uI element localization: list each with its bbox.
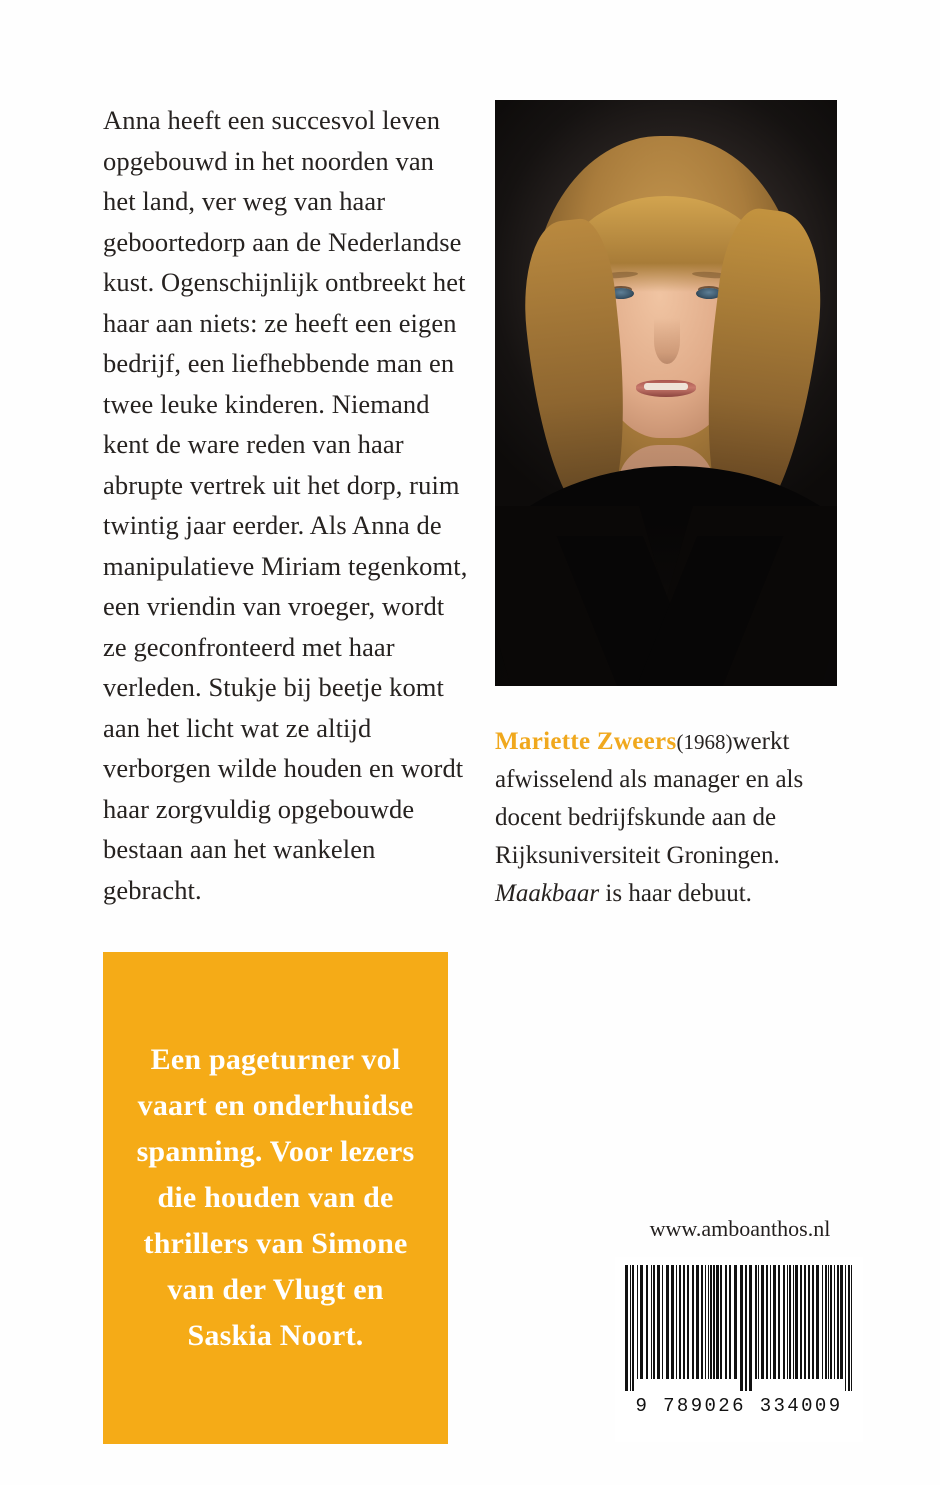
barcode bbox=[615, 1257, 863, 1442]
barcode-bars bbox=[625, 1265, 853, 1391]
bio-text-part2: is haar debuut. bbox=[599, 880, 752, 907]
teeth-shape bbox=[644, 383, 688, 390]
author-portrait-image bbox=[495, 100, 837, 686]
blurb-paragraph: Anna heeft een succesvol leven opgebouwd in het noorden van het land, ver weg van haar geboortedorp aan de Nederlandse kust. Ogenschijnlijk ontbreekt het haar aan niets: ze heeft een eigen bedrijf, een liefhebbende man en twee leuke kinderen. Niemand kent de ware reden van haar abrupte vertrek uit het dorp, ruim twintig jaar eerder. Als Anna de manipulatieve Miriam tegenkomt, een vriendin van vroeger, wordt ze geconfronteerd met haar verleden. Stukje bij beetje komt aan het licht wat ze altijd verborgen wilde houden en wordt haar zorgvuldig opgebouwde bestaan aan het wankelen gebracht. bbox=[103, 105, 468, 905]
author-birth-year: (1968) bbox=[676, 730, 733, 754]
quote-box bbox=[103, 952, 448, 1444]
author-photo bbox=[495, 100, 837, 686]
bio-text-part1: werkt afwisselend als manager en als docent bedrijfskunde aan de Rijksuniversiteit Groningen. bbox=[495, 728, 804, 869]
author-name: Mariette Zweers bbox=[495, 728, 677, 755]
barcode-digits: 9 789026 334009 bbox=[635, 1395, 843, 1417]
quote-text: Een pageturner vol vaart en onderhuidse spanning. Voor lezers die houden van de thrillers van Simone van der Vlugt en Saskia Noort. bbox=[136, 1043, 415, 1352]
blurb-text bbox=[103, 100, 473, 910]
author-bio bbox=[495, 723, 873, 913]
book-title-italic: Maakbaar bbox=[495, 880, 600, 907]
nose-shape bbox=[654, 318, 680, 364]
publisher-url[interactable]: www.amboanthos.nl bbox=[649, 1216, 831, 1241]
